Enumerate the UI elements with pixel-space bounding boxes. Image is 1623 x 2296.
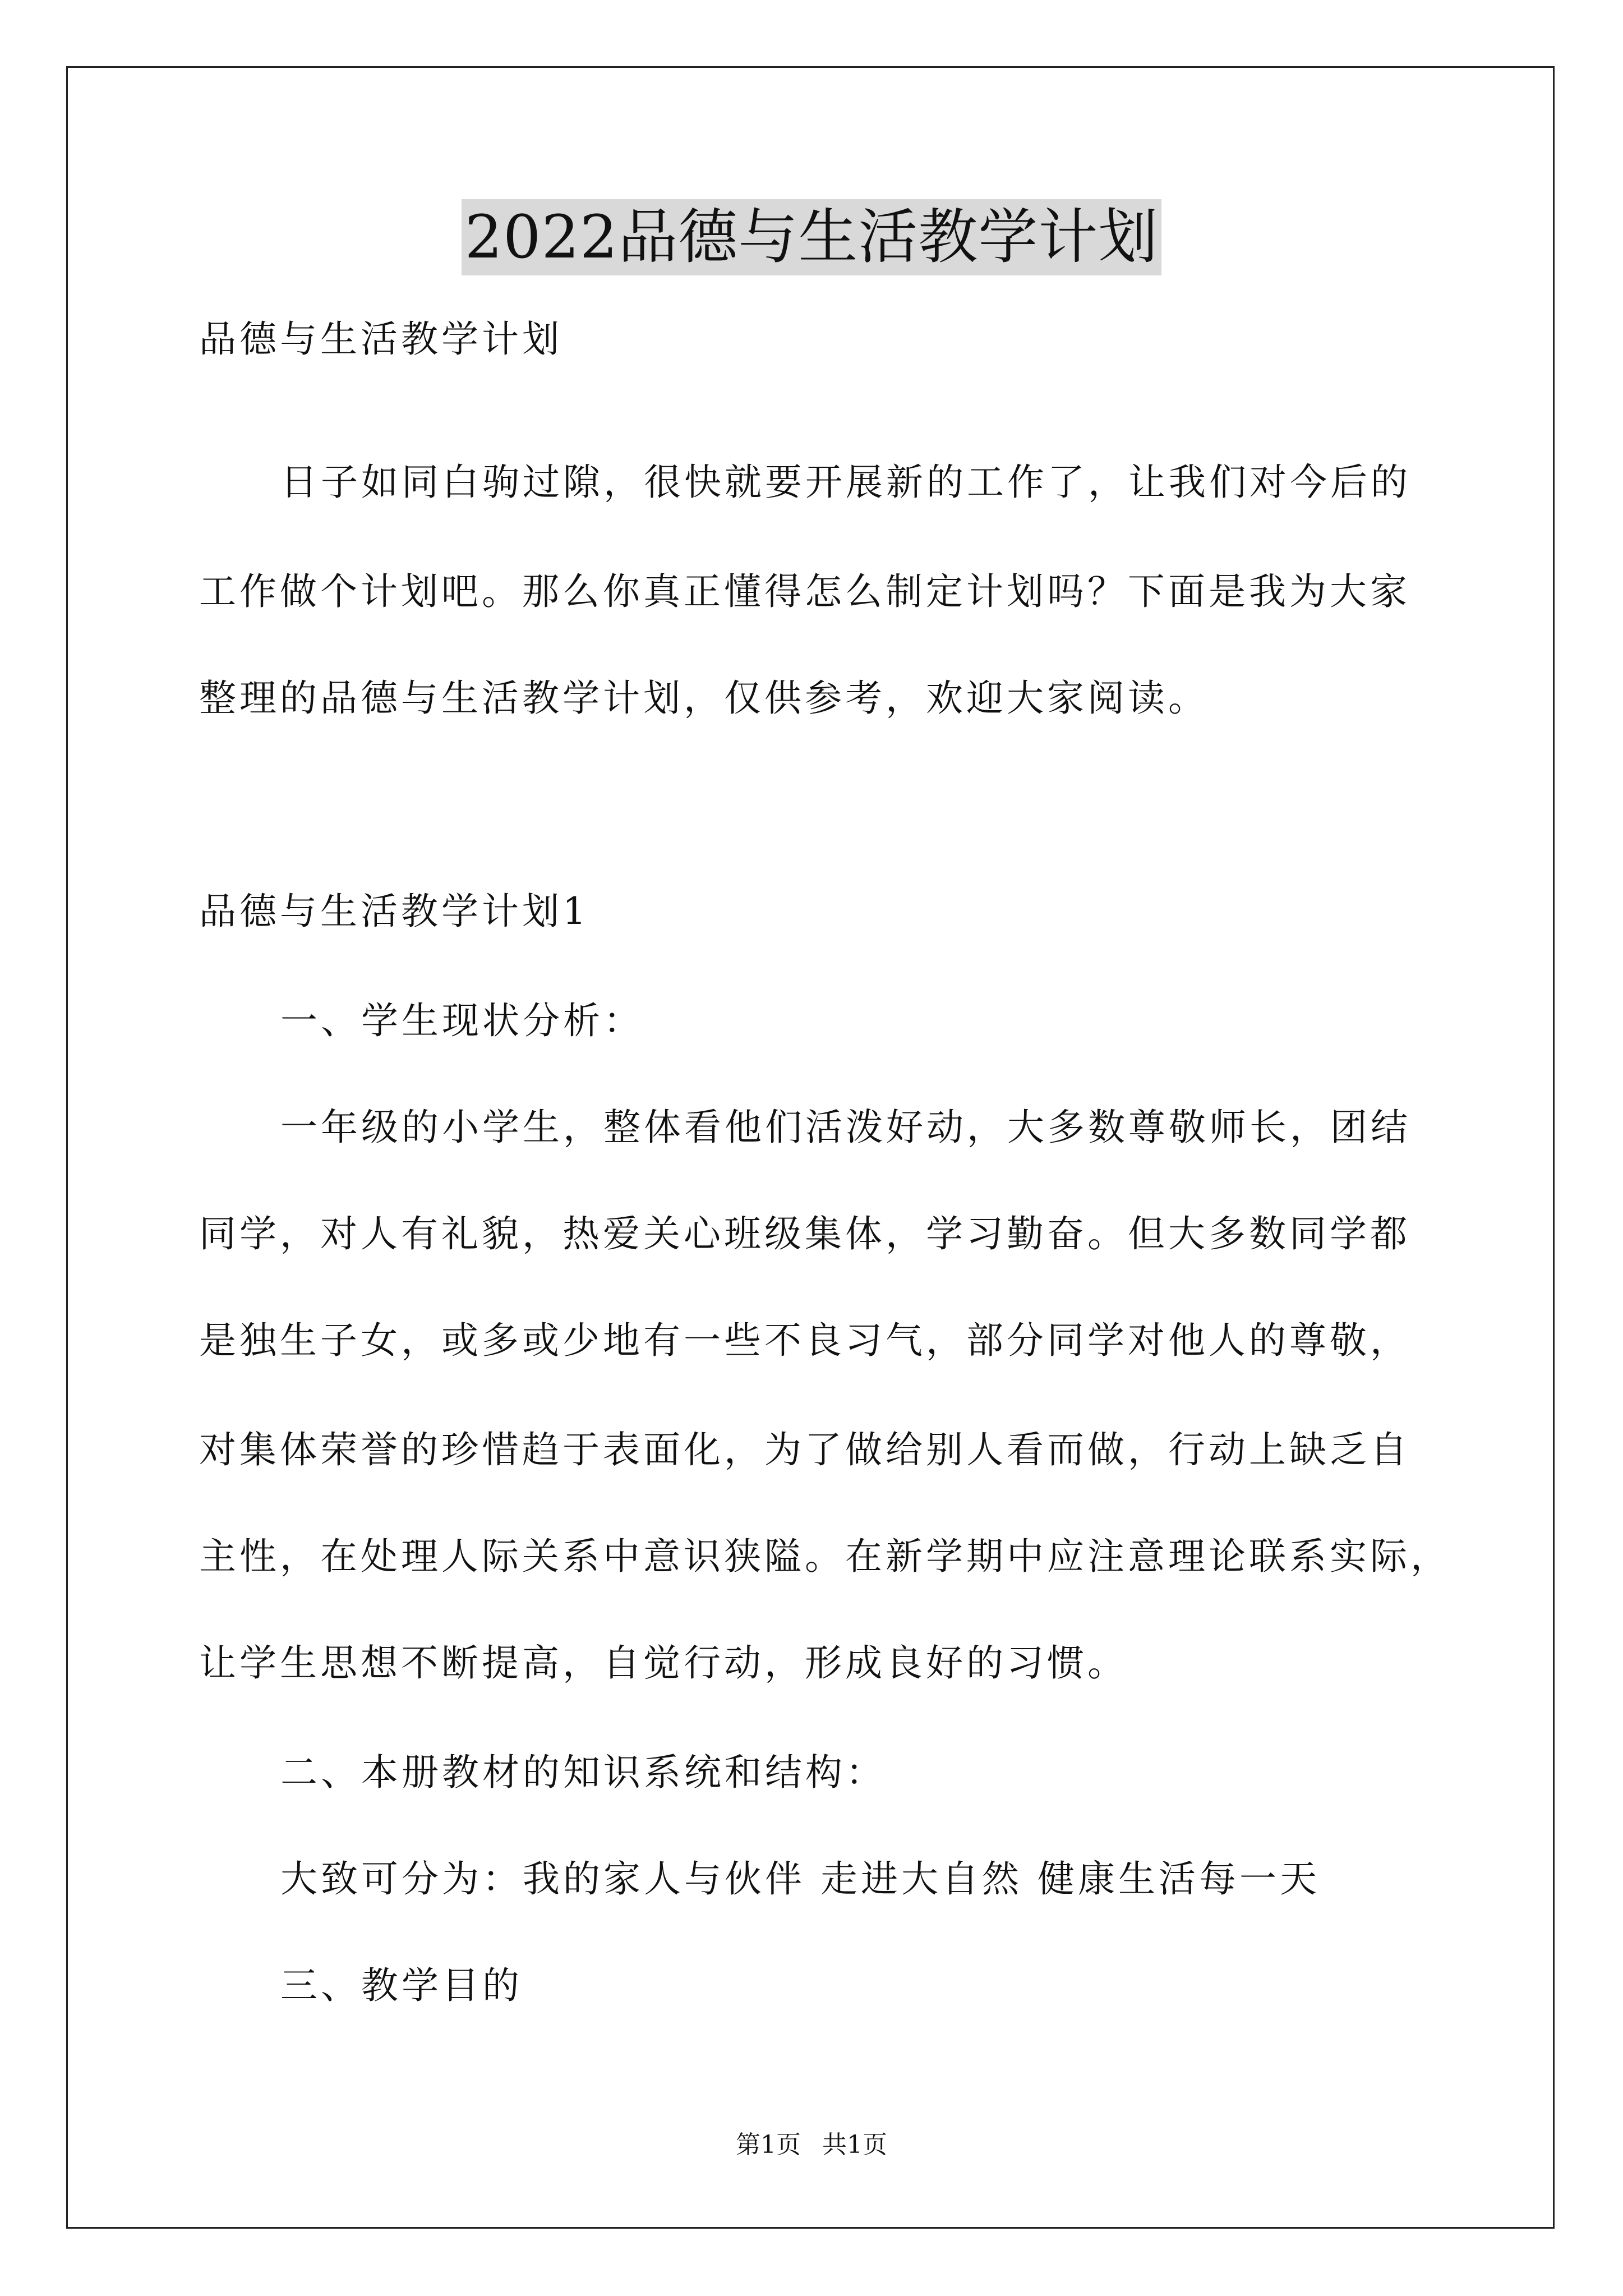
- paragraph-line: 主性，在处理人际关系中意识狭隘。在新学期中应注意理论联系实际，: [199, 1535, 1451, 1578]
- paragraph-line: 是独生子女，或多或少地有一些不良习气，部分同学对他人的尊敬，: [199, 1319, 1410, 1362]
- subsection-heading: 一、学生现状分析：: [280, 999, 644, 1042]
- paragraph-line: 工作做个计划吧。那么你真正懂得怎么制定计划吗？下面是我为大家: [199, 570, 1410, 613]
- paragraph-line: 同学，对人有礼貌，热爱关心班级集体，学习勤奋。但大多数同学都: [199, 1212, 1410, 1255]
- page-footer: [0, 2129, 1623, 2161]
- document-title: 2022品德与生活教学计划: [462, 199, 1162, 275]
- paragraph-line: 大致可分为：我的家人与伙伴 走进大自然 健康生活每一天: [280, 1857, 1320, 1901]
- paragraph-line: 日子如同白驹过隙，很快就要开展新的工作了，让我们对今后的: [280, 461, 1411, 504]
- page-number: 第1页: [736, 2131, 801, 2159]
- subsection-heading: 二、本册教材的知识系统和结构：: [280, 1751, 886, 1794]
- title-container: [0, 199, 1623, 275]
- subtitle: 品德与生活教学计划: [199, 318, 562, 361]
- paragraph-line: 让学生思想不断提高，自觉行动，形成良好的习惯。: [199, 1641, 1128, 1685]
- paragraph-line: 一年级的小学生，整体看他们活泼好动，大多数尊敬师长，团结: [280, 1106, 1411, 1149]
- section-heading: 品德与生活教学计划1: [199, 890, 589, 933]
- subsection-heading: 三、教学目的: [280, 1964, 523, 2007]
- paragraph-line: 对集体荣誉的珍惜趋于表面化，为了做给别人看而做，行动上缺乏自: [199, 1428, 1410, 1471]
- paragraph-line: 整理的品德与生活教学计划，仅供参考，欢迎大家阅读。: [199, 677, 1209, 720]
- page-total: 共1页: [822, 2131, 887, 2159]
